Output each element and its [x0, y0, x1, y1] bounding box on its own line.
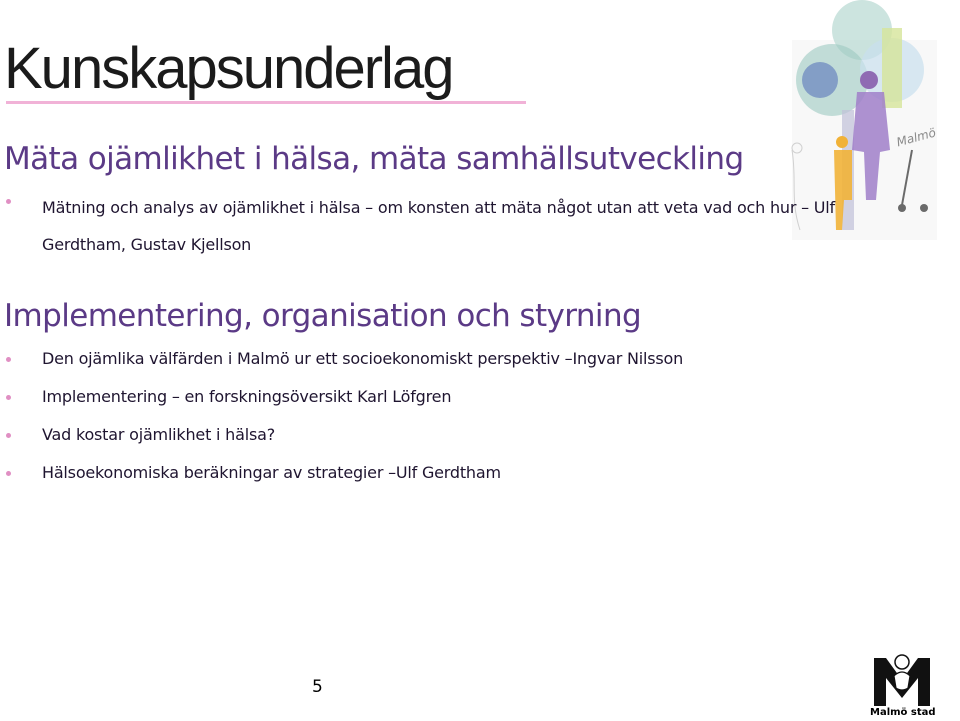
title-underline — [6, 101, 526, 104]
section-heading-measurement: Mäta ojämlikhet i hälsa, mäta samhällsutveckling — [4, 141, 744, 177]
section-list-implementation — [0, 347, 800, 499]
list-item-text: Hälsoekonomiska beräkningar av strategier –Ulf Gerdtham — [42, 463, 501, 482]
list-item-text: Implementering – en forskningsöversikt Karl Löfgren — [42, 387, 452, 406]
section-heading-implementation: Implementering, organisation och styrning — [4, 298, 642, 334]
slide-title: Kunskapsunderlag — [4, 36, 453, 101]
bullet-icon — [6, 395, 11, 400]
list-item-text: Den ojämlika välfärden i Malmö ur ett socioekonomiskt perspektiv –Ingvar Nilsson — [42, 349, 684, 368]
bullet-icon — [6, 357, 11, 362]
list-item — [0, 461, 800, 485]
svg-text:Malmö: Malmö — [895, 125, 938, 150]
list-item-text: Vad kostar ojämlikhet i hälsa? — [42, 425, 275, 444]
malmo-stad-logo — [872, 648, 932, 708]
list-item-text: Mätning och analys av ojämlikhet i hälsa – om konsten att mäta något utan att veta vad och hur – Ulf Gerdtham, Gustav Kjellson — [42, 198, 835, 254]
bullet-icon — [6, 199, 11, 204]
list-item — [0, 189, 870, 263]
bullet-icon — [6, 471, 11, 476]
list-item — [0, 385, 800, 409]
list-item — [0, 423, 800, 447]
list-item — [0, 347, 800, 371]
bullet-icon — [6, 433, 11, 438]
section-list-measurement — [0, 189, 870, 263]
logo-label: Malmö stad — [870, 707, 936, 718]
page-number: 5 — [312, 677, 323, 697]
